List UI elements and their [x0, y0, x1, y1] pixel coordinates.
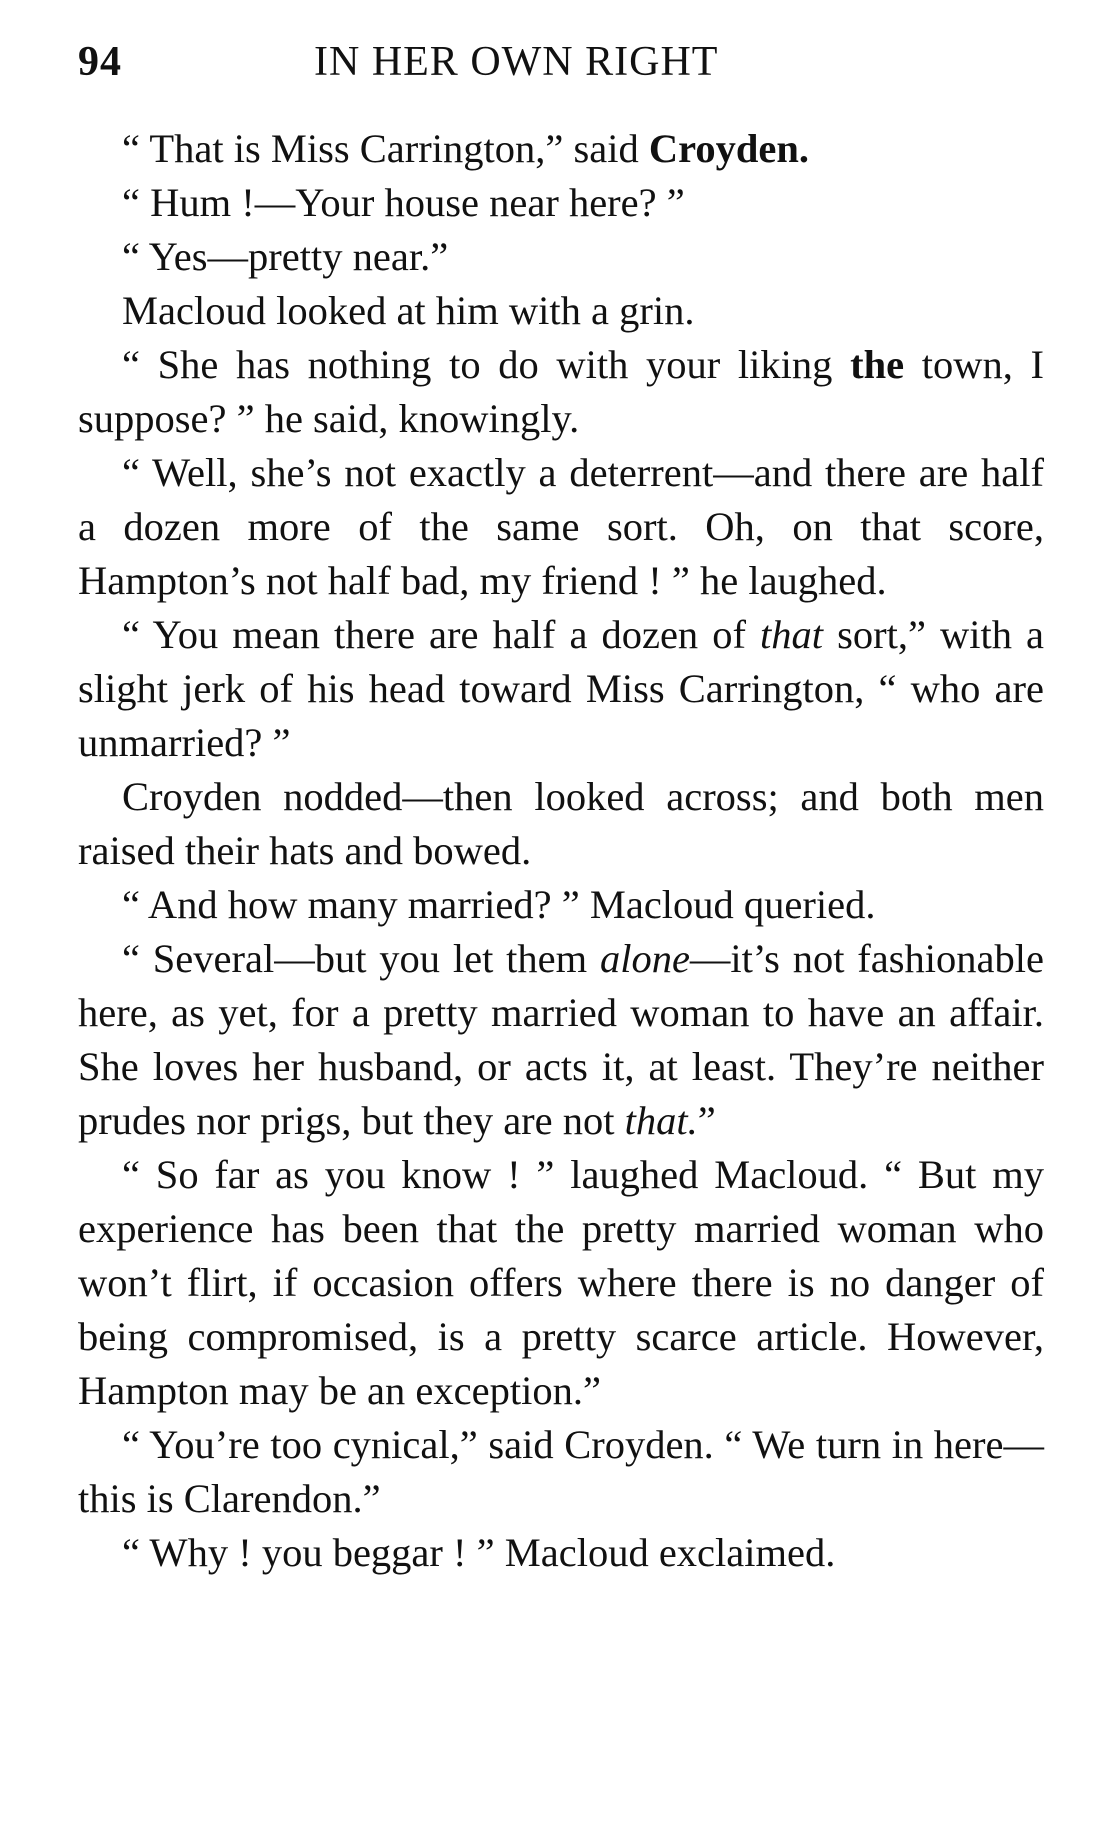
paragraph: “ Well, she’s not exactly a deterrent—and there are half a dozen more of the same sort. Oh, on that score, Hampton’s not half bad, my friend ! ” he laughed.	[78, 450, 1044, 603]
paragraph: “ Yes—pretty near.”	[122, 234, 449, 279]
paragraph: Croyden nodded—then looked across; and both men raised their hats and bowed.	[78, 774, 1044, 873]
paragraph: Macloud looked at him with a grin.	[122, 288, 695, 333]
italic-run: alone	[599, 936, 690, 981]
body-text	[78, 122, 1044, 1580]
paragraph: “ Why ! you beggar ! ” Macloud exclaimed.	[122, 1530, 836, 1575]
paragraph: “ You mean there are half a dozen of that sort,” with a slight jerk of his head toward Miss Carrington, “ who are unmarried? ”	[78, 612, 1044, 765]
paragraph: “ You’re too cynical,” said Croyden. “ We turn in here—this is Clarendon.”	[78, 1422, 1044, 1521]
page-number: 94	[78, 39, 122, 85]
italic-run: that.	[624, 1098, 698, 1143]
paragraph: “ Hum !—Your house near here? ”	[122, 180, 685, 225]
paragraph: “ And how many married? ” Macloud queried.	[122, 882, 876, 927]
running-head	[78, 38, 1044, 94]
paragraph: “ Several—but you let them alone—it’s not fashionable here, as yet, for a pretty married woman to have an affair. She loves her husband, or acts it, at least. They’re neither prudes nor prigs, but they are not that.”	[78, 936, 1044, 1143]
bold-run: Croyden.	[648, 126, 809, 171]
paragraph: “ So far as you know ! ” laughed Macloud. “ But my experience has been that the pretty married woman who won’t flirt, if occasion offers where there is no danger of being compromised, is a pretty scarce article. However, Hampton may be an exception.”	[78, 1152, 1044, 1413]
italic-run: that	[760, 612, 824, 657]
paragraph: “ That is Miss Carrington,” said Croyden.	[122, 126, 809, 171]
running-title: IN HER OWN RIGHT	[314, 39, 719, 85]
paragraph: “ She has nothing to do with your liking the town, I suppose? ” he said, knowingly.	[78, 342, 1044, 441]
bold-run: the	[850, 342, 905, 387]
